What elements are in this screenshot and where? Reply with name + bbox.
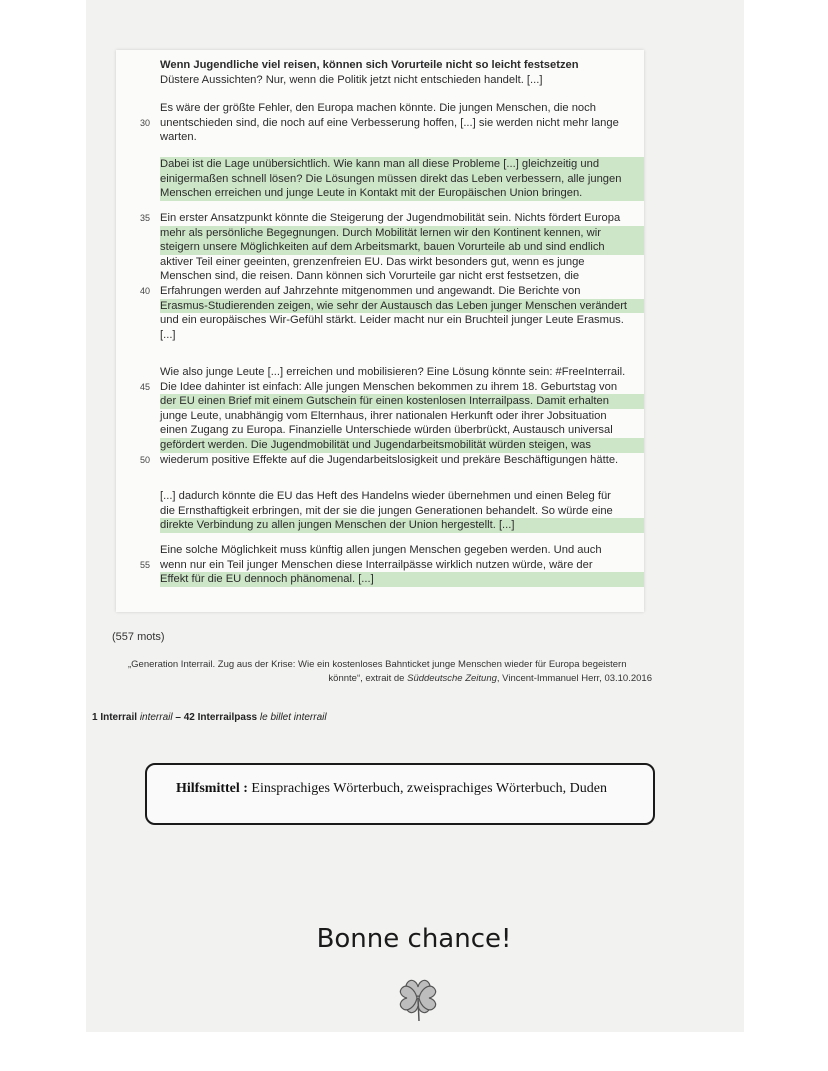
intro-block [160,58,644,87]
good-luck-text: Bonne chance! [316,924,512,954]
footnote-translation-1: interrail [139,712,173,723]
footnote-term-2: – 42 Interrailpass [172,712,260,723]
line-number: 30 [140,117,151,128]
line-number: 50 [140,454,151,465]
text-line: aktiver Teil einer geeinten, grenzenfreien EU. Das wirkt besonders gut, wenn es junge [160,255,585,268]
paragraph-6 [140,543,644,587]
footnote-term-1: 1 Interrail [92,712,140,723]
paragraph-5 [160,489,644,533]
text-line-content: wenn nur ein Teil junger Menschen diese Interrailpässe wirklich nutzen würde, wäre der [160,558,593,571]
allowed-aids-text [176,781,607,797]
paragraph-4 [140,365,644,467]
four-leaf-clover-icon [395,975,441,1023]
source-author-date: , Vincent-Immanuel Herr, 03.10.2016 [496,673,652,684]
text-line-highlighted: Dabei ist die Lage unübersichtlich. Wie kann man all diese Probleme [...] gleichzeitig und [160,157,644,172]
word-count: (557 mots) [112,631,165,643]
source-text: könnte“, extrait de [328,673,408,684]
text-line [140,211,644,226]
text-line [140,284,644,299]
text-line: junge Leute, unabhängig vom Elternhaus, ihrer nationalen Herkunft oder ihrer Jobsituation [160,409,607,422]
allowed-aids-label: Hilfsmittel : [176,781,248,796]
line-number: 45 [140,381,151,392]
text-line-highlighted: der EU einen Brief mit einem Gutschein für einen kostenlosen Interrailpass. Damit erhalten [160,394,644,409]
line-number: 55 [140,559,151,570]
text-line: Menschen sind, die reisen. Dann können sich Vorurteile gar nicht erst festsetzen, die [160,270,580,283]
allowed-aids-list: Einsprachiges Wörterbuch, zweisprachiges Wörterbuch, Duden [247,781,607,796]
text-line-highlighted: steigern unsere Möglichkeiten auf dem Arbeitsmarkt, bauen Vorurteile ab und sind endlich [160,240,644,255]
footnote [92,712,327,723]
text-line-highlighted: direkte Verbindung zu allen jungen Menschen der Union hergestellt. [...] [160,518,644,533]
text-line [140,116,644,131]
text-line-content: Ein erster Ansatzpunkt könnte die Steigerung der Jugendmobilität sein. Nichts fördert Europa [160,212,621,224]
text-line [140,453,644,468]
text-line-content: Erfahrungen werden auf Jahrzehnte mitgenommen und angewandt. Die Berichte von [160,284,581,297]
text-line: [...] [160,328,176,341]
paragraph-1 [140,101,644,145]
intro-subtitle: Düstere Aussichten? Nur, wenn die Politik jetzt nicht entschieden handelt. [...] [160,73,543,86]
source-citation [128,658,688,686]
text-line-highlighted: Effekt für die EU dennoch phänomenal. [...] [160,572,644,587]
text-line: die Ernsthaftigkeit erbringen, mit der sie die jungen Generationen behandelt. So würde eine [160,504,613,517]
text-line: Eine solche Möglichkeit muss künftig allen jungen Menschen gegeben werden. Und auch [160,544,602,556]
text-line-highlighted: Menschen erreichen und junge Leute in Kontakt mit der Europäischen Union bringen. [160,186,644,201]
text-line-highlighted: einigermaßen schnell lösen? Die Lösungen müssen direkt das Leben verbessern, alle jungen [160,172,644,187]
text-line-highlighted: Erasmus-Studierenden zeigen, wie sehr der Austausch das Leben junger Menschen verändert [160,299,644,314]
line-number: 40 [140,285,151,296]
text-line: warten. [160,131,197,144]
text-line: einen Zugang zu Europa. Finanzielle Unterschiede würden überbrückt, Austausch universal [160,424,613,437]
text-line-highlighted: mehr als persönliche Begegnungen. Durch Mobilität lernen wir den Kontinent kennen, wir [160,226,644,241]
text-line: [...] dadurch könnte die EU das Heft des Handelns wieder übernehmen und einen Beleg für [160,490,611,502]
text-line [140,380,644,395]
newspaper-name: Süddeutsche Zeitung [407,673,497,684]
text-line [140,558,644,573]
line-number: 35 [140,213,151,223]
source-line-2 [128,672,688,686]
text-line-content: Die Idee dahinter ist einfach: Alle jungen Menschen bekommen zu ihrem 18. Geburtstag von [160,380,618,393]
source-line-1: „Generation Interrail. Zug aus der Krise: Wie ein kostenloses Bahnticket junge Menschen wieder für Europa begeistern [128,659,627,670]
text-line-content: wiederum positive Effekte auf die Jugendarbeitslosigkeit und prekäre Beschäftigungen hätte. [160,453,619,466]
footnote-translation-2: le billet interrail [259,712,327,723]
paragraph-3 [140,211,644,342]
text-line-content: unentschieden sind, die noch auf eine Verbesserung hoffen, [...] sie werden nicht mehr lange [160,116,619,129]
text-line: Es wäre der größte Fehler, den Europa machen könnte. Die jungen Menschen, die noch [160,102,596,114]
text-line: Wie also junge Leute [...] erreichen und mobilisieren? Eine Lösung könnte sein: #FreeInterrail. [160,366,626,378]
text-line-highlighted: gefördert werden. Die Jugendmobilität und Jugendarbeitsmobilität würden steigen, was [160,438,644,453]
paragraph-2 [160,157,644,201]
text-line: und ein europäisches Wir-Gefühl stärkt. Leider macht nur ein Bruchteil junger Leute Erasmus. [160,314,624,327]
intro-heading: Wenn Jugendliche viel reisen, können sich Vorurteile nicht so leicht festsetzen [160,59,579,71]
